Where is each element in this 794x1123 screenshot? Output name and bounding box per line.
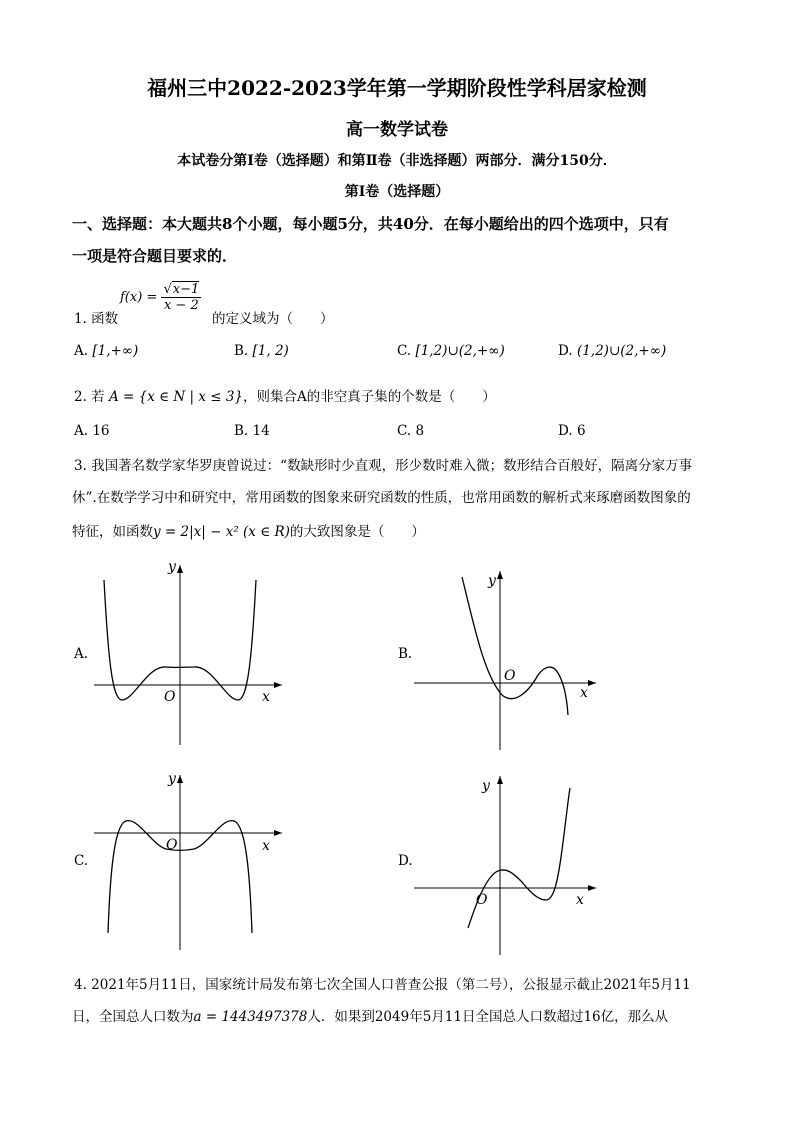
x-label: x bbox=[576, 892, 584, 908]
option-label: A. bbox=[74, 343, 89, 359]
section-heading-line1: 一、选择题：本大题共8个小题，每小题5分，共40分．在每小题给出的四个选项中，只有 bbox=[72, 215, 669, 233]
question-1-numerator: x−1 bbox=[172, 282, 200, 297]
option-label: C. bbox=[397, 343, 412, 359]
y-axis-arrow bbox=[177, 565, 183, 573]
option-value: 8 bbox=[415, 423, 425, 439]
part-one-heading: 第Ⅰ卷（选择题） bbox=[344, 184, 450, 200]
question-4-line2-end: 人．如果到2049年5月11日全国总人口数超过16亿，那么从 bbox=[307, 1009, 669, 1025]
question-3-line1: 3. 我国著名数学家华罗庚曾说过：“数缺形时少直观，形少数时难入微；数形结合百般好，隔离分家万事 bbox=[74, 458, 693, 474]
option-value: [1,+∞) bbox=[92, 343, 139, 359]
option-value: 16 bbox=[92, 423, 110, 439]
exam-intro: 本试卷分第Ⅰ卷（选择题）和第Ⅱ卷（非选择题）两部分．满分150分． bbox=[177, 153, 617, 169]
option-label: B. bbox=[234, 343, 249, 359]
option-label: D. bbox=[558, 343, 573, 359]
question-4-line2 bbox=[72, 1005, 668, 1025]
question-3-line3-start: 特征，如函数 bbox=[72, 524, 153, 540]
question-1-formula bbox=[120, 282, 201, 313]
q1-option-d[interactable] bbox=[558, 343, 666, 359]
origin-label: O bbox=[504, 668, 516, 684]
graph-c-label[interactable]: C. bbox=[74, 853, 89, 869]
q1-option-a[interactable] bbox=[74, 343, 138, 359]
graph-b[interactable] bbox=[410, 565, 610, 760]
x-label: x bbox=[580, 685, 588, 701]
origin-label: O bbox=[476, 892, 488, 908]
question-3-line3-end: 的大致图象是（ ） bbox=[289, 524, 425, 540]
option-value: 14 bbox=[252, 423, 270, 439]
option-label: C. bbox=[397, 423, 412, 439]
y-axis-arrow bbox=[497, 776, 503, 784]
option-value: 6 bbox=[576, 423, 586, 439]
graph-d-label[interactable]: D. bbox=[398, 853, 413, 869]
q2-option-c[interactable] bbox=[397, 423, 424, 439]
y-label: y bbox=[482, 778, 490, 794]
graph-a[interactable] bbox=[90, 555, 290, 750]
question-4-line2-start: 日，全国总人口数为 bbox=[72, 1009, 194, 1025]
question-1-function-name: f(x) = bbox=[120, 290, 158, 305]
x-axis-arrow bbox=[274, 682, 282, 688]
question-1-denominator: x − 2 bbox=[163, 298, 199, 313]
section-heading-line2: 一项是符合题目要求的． bbox=[72, 247, 238, 265]
x-label: x bbox=[262, 689, 270, 705]
question-2 bbox=[74, 385, 496, 405]
option-label: D. bbox=[558, 423, 573, 439]
q1-option-b[interactable] bbox=[234, 343, 289, 359]
option-value: [1,2)∪(2,+∞) bbox=[415, 343, 505, 359]
q2-option-a[interactable] bbox=[74, 423, 110, 439]
y-axis-arrow bbox=[497, 571, 503, 579]
graph-d[interactable] bbox=[410, 770, 610, 965]
origin-label: O bbox=[166, 837, 178, 853]
option-label: A. bbox=[74, 423, 89, 439]
question-2-prefix: 2. 若 bbox=[74, 389, 105, 405]
page-subtitle: 高一数学试卷 bbox=[346, 120, 448, 140]
question-2-suffix: ，则集合A的非空真子集的个数是（ ） bbox=[243, 389, 496, 405]
question-2-set: A = {x ∈ N | x ≤ 3} bbox=[108, 389, 244, 405]
page-title: 福州三中2022-2023学年第一学期阶段性学科居家检测 bbox=[147, 76, 647, 100]
q2-option-b[interactable] bbox=[234, 423, 270, 439]
origin-label: O bbox=[164, 689, 176, 705]
y-label: y bbox=[168, 771, 176, 787]
question-1-prefix: 1. 函数 bbox=[74, 311, 119, 327]
question-3-line3 bbox=[72, 520, 425, 540]
question-4-line1: 4. 2021年5月11日，国家统计局发布第七次全国人口普查公报（第二号），公报显示截止2021年5月11 bbox=[74, 977, 691, 993]
y-axis-arrow bbox=[177, 775, 183, 783]
x-label: x bbox=[262, 838, 270, 854]
x-axis-arrow bbox=[274, 830, 282, 836]
question-3-line2: 休”.在数学学习中和研究中，常用函数的图象来研究函数的性质，也常用函数的解析式来琢磨函数图象的 bbox=[72, 490, 691, 506]
option-value: [1, 2) bbox=[252, 343, 289, 359]
y-label: y bbox=[488, 573, 496, 589]
y-label: y bbox=[168, 559, 176, 575]
graph-c[interactable] bbox=[90, 765, 290, 960]
question-4-value: a = 1443497378 bbox=[193, 1009, 308, 1025]
q2-option-d[interactable] bbox=[558, 423, 586, 439]
x-axis-arrow bbox=[588, 680, 596, 686]
q1-option-c[interactable] bbox=[397, 343, 505, 359]
x-axis-arrow bbox=[588, 885, 596, 891]
curve bbox=[462, 577, 568, 715]
option-value: (1,2)∪(2,+∞) bbox=[576, 343, 667, 359]
question-3-formula: y = 2|x| − x² (x ∈ R) bbox=[153, 524, 290, 540]
question-1-fraction: $\frac{√x-1}{x - 2}$ bbox=[163, 282, 200, 313]
graph-b-label[interactable]: B. bbox=[398, 646, 413, 662]
graph-a-label[interactable]: A. bbox=[74, 646, 89, 662]
question-1-suffix: 的定义域为（ ） bbox=[212, 311, 334, 327]
option-label: B. bbox=[234, 423, 249, 439]
